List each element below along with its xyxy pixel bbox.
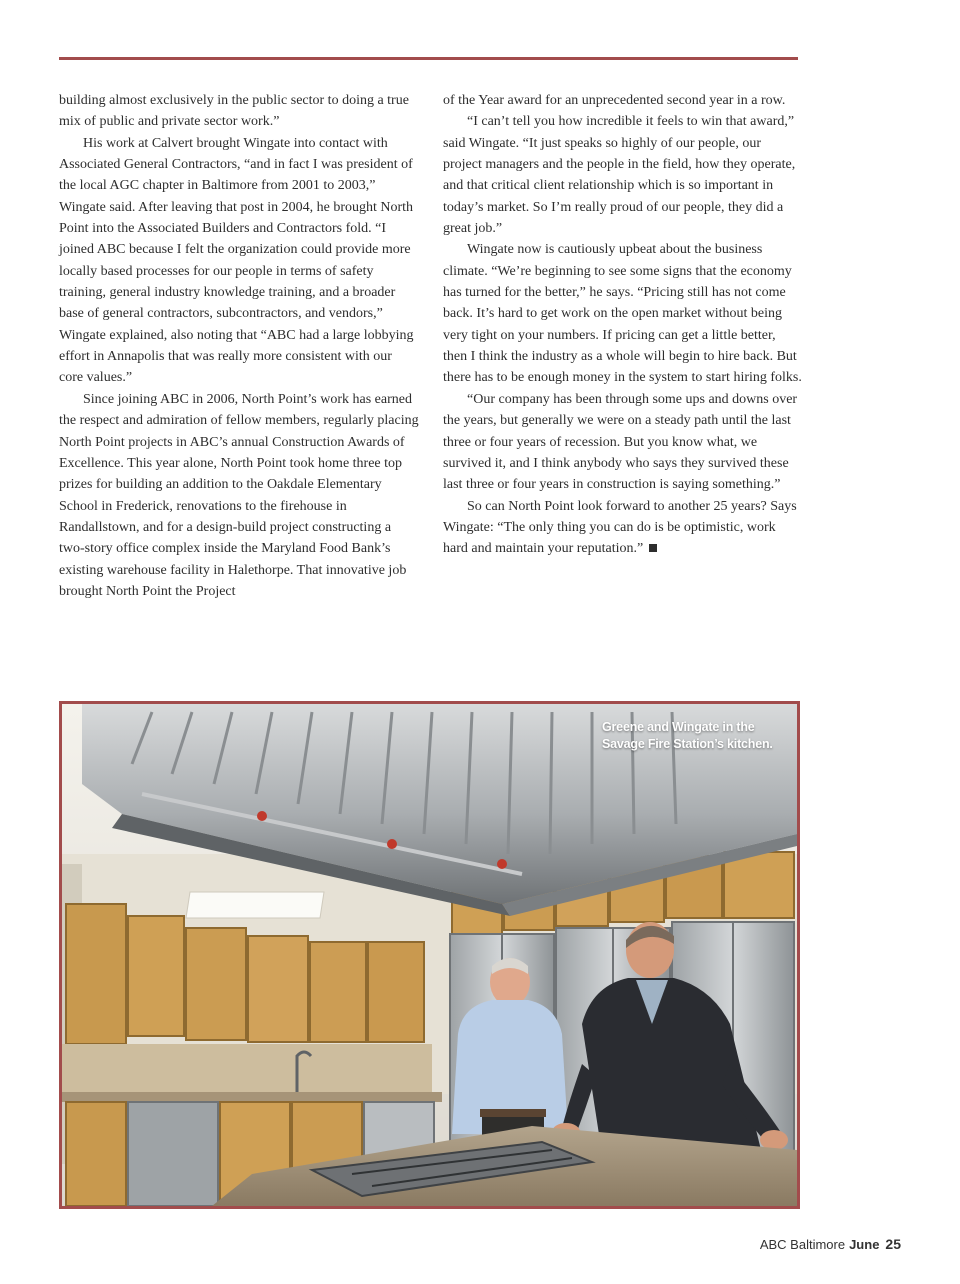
photo-caption: Greene and Wingate in the Savage Fire Station’s kitchen. [602,720,773,751]
paragraph: “Our company has been through some ups and downs over the years, but generally we were on a steady path until the last three or four years of recession. But you know what, we survived it, and I think anybody who says they survived these last three or four years in construction is saying something.” [443,391,798,493]
article-column-right [443,90,803,560]
article-column-left [59,90,419,602]
end-of-article-mark [649,544,657,552]
header-rule [59,57,798,60]
paragraph: building almost exclusively in the public sector to doing a true mix of public and private sector work.” [59,93,409,130]
paragraph: Since joining ABC in 2006, North Point’s work has earned the respect and admiration of fellow members, regularly placing North Point projects in ABC’s annual Construction Awards of Excellence. This year alone, North Point took home three top prizes for building an addition to the Oakdale Elementary School in Frederick, renovations to the firehouse in Randallstown, and for a design-build project constructing a two-story office complex inside the Maryland Food Bank’s existing warehouse facility in Halethorpe. That innovative job brought North Point the Project [59,391,419,599]
page-number: 25 [885,1236,901,1252]
kitchen-photo-illustration [62,704,797,1206]
publication-name: ABC Baltimore [759,1237,846,1252]
kitchen-photo [59,701,800,1209]
paragraph: His work at Calvert brought Wingate into contact with Associated General Contractors, “and in fact I was president of the local AGC chapter in Baltimore from 2001 to 2003,” Wingate said. After leaving that post in 2004, he brought North Point into the Associated Builders and Contractors fold. “I joined ABC because I felt the organization could provide more locally based processes for our people in terms of safety training, general industry knowledge training, and a broader base of general contractors, subcontractors, and vendors,” Wingate explained, also noting that “ABC had a large lobbying effort in Annapolis that was really more consistent with our core values.” [59,135,414,386]
paragraph: “I can’t tell you how incredible it feels to win that award,” said Wingate. “It just speaks so highly of our people, our project managers and the people in the field, how they operate, and that critical client relationship which is so important in today’s market. So I’m really proud of our people, they did a great job.” [443,114,796,237]
page-footer [760,1236,901,1252]
paragraph: of the Year award for an unprecedented second year in a row. [443,93,786,108]
issue-month: June [849,1237,880,1252]
paragraph-last-text: So can North Point look forward to another 25 years? Says Wingate: “The only thing you can do is be optimistic, work hard and maintain your reputation.” [443,498,797,557]
paragraph: Wingate now is cautiously upbeat about the business climate. “We’re beginning to see some signs that the economy has turned for the better,” he says. “Pricing still has not come back. It’s hard to get work on the open market without being very tight on your numbers. If pricing can get a little better, then I think the industry as a whole will begin to hire back. But there has to be enough money in the system to start hiring folks. [443,242,802,386]
paragraph-last [443,496,803,560]
